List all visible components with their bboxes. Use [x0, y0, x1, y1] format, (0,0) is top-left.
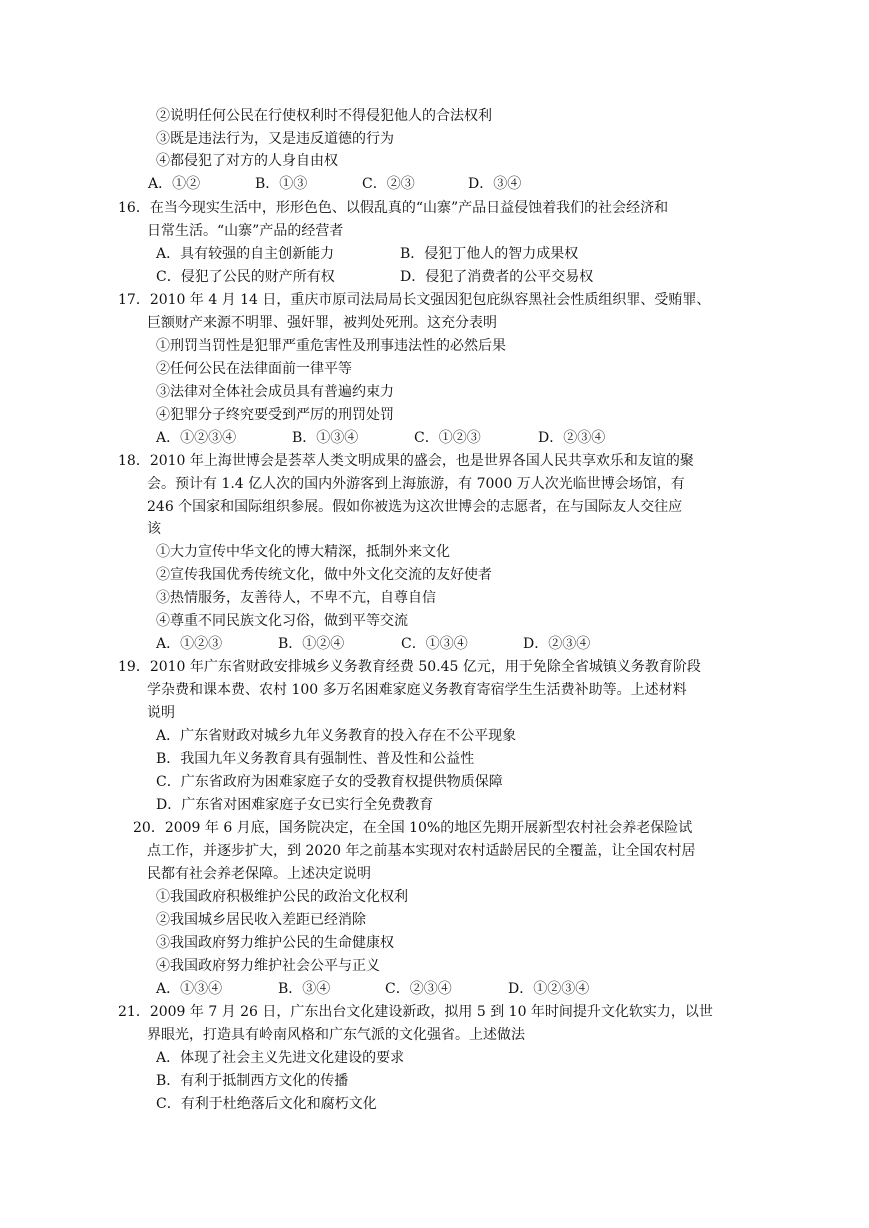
q17-option-c: C．①②③ [414, 430, 481, 446]
q15-option-d: D．③④ [468, 176, 522, 192]
q15-option-c: C．②③ [362, 176, 415, 192]
q18-option-b: B．①②④ [278, 636, 345, 652]
q19-option-b: B．我国九年义务教育具有强制性、普及性和公益性 [156, 751, 475, 767]
q20-options [156, 979, 756, 999]
q15-statement-2: ②说明任何公民在行使权利时不得侵犯他人的合法权利 [156, 108, 492, 124]
q16-option-b: B．侵犯丁他人的智力成果权 [400, 246, 579, 262]
q20-stem-line-1: 20．2009 年 6 月底，国务院决定，在全国 10%的地区先期开展新型农村社会养老保险试 [133, 820, 693, 836]
q20-option-a: A．①③④ [156, 981, 223, 997]
q17-stem-line-2: 巨额财产来源不明罪、强奸罪，被判处死刑。这充分表明 [147, 315, 497, 331]
q16-stem-line-2: 日常生活。“山寨”产品的经营者 [147, 223, 344, 239]
q20-statement-1: ①我国政府积极维护公民的政治文化权利 [156, 889, 408, 905]
q17-statement-4: ④犯罪分子终究要受到严厉的刑罚处罚 [156, 407, 394, 423]
q20-stem-line-2: 点工作，并逐步扩大，到 2020 年之前基本实现对农村适龄居民的全覆盖，让全国农村居 [147, 843, 696, 859]
q18-stem-line-4: 该 [147, 521, 161, 537]
q18-stem-line-3: 246 个国家和国际组织参展。假如你被选为这次世博会的志愿者，在与国际友人交往应 [147, 499, 683, 515]
q18-statement-2: ②宣传我国优秀传统文化，做中外文化交流的友好使者 [156, 567, 492, 583]
q18-option-d: D．②③④ [523, 636, 591, 652]
q20-option-c: C．②③④ [385, 981, 452, 997]
q19-stem-line-1: 19．2010 年广东省财政安排城乡义务教育经费 50.45 亿元，用于免除全省城镇义务教育阶段 [118, 659, 701, 675]
q21-option-b: B．有利于抵制西方文化的传播 [156, 1073, 349, 1089]
q18-option-a: A．①②③ [156, 636, 223, 652]
q15-options [148, 174, 748, 194]
q16-option-a: A．具有较强的自主创新能力 [156, 246, 335, 262]
q20-stem-line-3: 民都有社会养老保障。上述决定说明 [147, 866, 371, 882]
q17-statement-3: ③法律对全体社会成员具有普遍约束力 [156, 384, 394, 400]
q17-options [156, 428, 756, 448]
q15-option-a: A．①② [148, 176, 201, 192]
q17-option-a: A．①②③④ [156, 430, 237, 446]
q15-option-b: B．①③ [255, 176, 308, 192]
q18-statement-4: ④尊重不同民族文化习俗，做到平等交流 [156, 613, 408, 629]
q19-option-a: A．广东省财政对城乡九年义务教育的投入存在不公平现象 [156, 728, 517, 744]
q16-option-c: C．侵犯了公民的财产所有权 [156, 269, 335, 285]
q20-statement-3: ③我国政府努力维护公民的生命健康权 [156, 935, 394, 951]
q19-option-d: D．广东省对困难家庭子女已实行全免费教育 [156, 797, 434, 813]
q19-stem-line-2: 学杂费和课本费、农村 100 多万名困难家庭义务教育寄宿学生生活费补助等。上述材料 [147, 682, 687, 698]
q15-statement-4: ④都侵犯了对方的人身自由权 [156, 153, 338, 169]
q20-statement-2: ②我国城乡居民收入差距已经消除 [156, 912, 366, 928]
q15-statement-3: ③既是违法行为，又是违反道德的行为 [156, 131, 394, 147]
q19-stem-line-3: 说明 [147, 705, 175, 721]
q19-option-c: C．广东省政府为困难家庭子女的受教育权提供物质保障 [156, 774, 503, 790]
q20-option-d: D．①②③④ [508, 981, 590, 997]
q21-option-a: A．体现了社会主义先进文化建设的要求 [156, 1050, 405, 1066]
q18-statement-1: ①大力宣传中华文化的博大精深，抵制外来文化 [156, 544, 450, 560]
q17-stem-line-1: 17．2010 年 4 月 14 日，重庆市原司法局局长文强因犯包庇纵容黑社会性质组织罪、受贿罪、 [118, 292, 711, 308]
q18-options [156, 634, 756, 654]
q16-stem-line-1: 16．在当今现实生活中，形形色色、以假乱真的“山寨”产品日益侵蚀着我们的社会经济和 [118, 200, 669, 216]
q21-stem-line-2: 界眼光，打造具有岭南风格和广东气派的文化强省。上述做法 [147, 1027, 525, 1043]
q17-option-b: B．①③④ [292, 430, 359, 446]
q17-option-d: D．②③④ [538, 430, 606, 446]
q17-statement-1: ①刑罚当罚性是犯罪严重危害性及刑事违法性的必然后果 [156, 338, 506, 354]
q18-stem-line-2: 会。预计有 1.4 亿人次的国内外游客到上海旅游，有 7000 万人次光临世博会场馆，有 [147, 476, 685, 492]
q18-option-c: C．①③④ [401, 636, 468, 652]
q17-statement-2: ②任何公民在法律面前一律平等 [156, 361, 352, 377]
q21-stem-line-1: 21．2009 年 7 月 26 日，广东出台文化建设新政，拟用 5 到 10 年时间提升文化软实力，以世 [118, 1004, 713, 1020]
q16-option-d: D．侵犯了消费者的公平交易权 [400, 269, 594, 285]
q20-statement-4: ④我国政府努力维护社会公平与正义 [156, 958, 380, 974]
q20-option-b: B．③④ [278, 981, 331, 997]
q21-option-c: C．有利于杜绝落后文化和腐朽文化 [156, 1096, 377, 1112]
q18-statement-3: ③热情服务，友善待人，不卑不亢，自尊自信 [156, 590, 436, 606]
q18-stem-line-1: 18．2010 年上海世博会是荟萃人类文明成果的盛会，也是世界各国人民共享欢乐和友谊的聚 [118, 453, 694, 469]
